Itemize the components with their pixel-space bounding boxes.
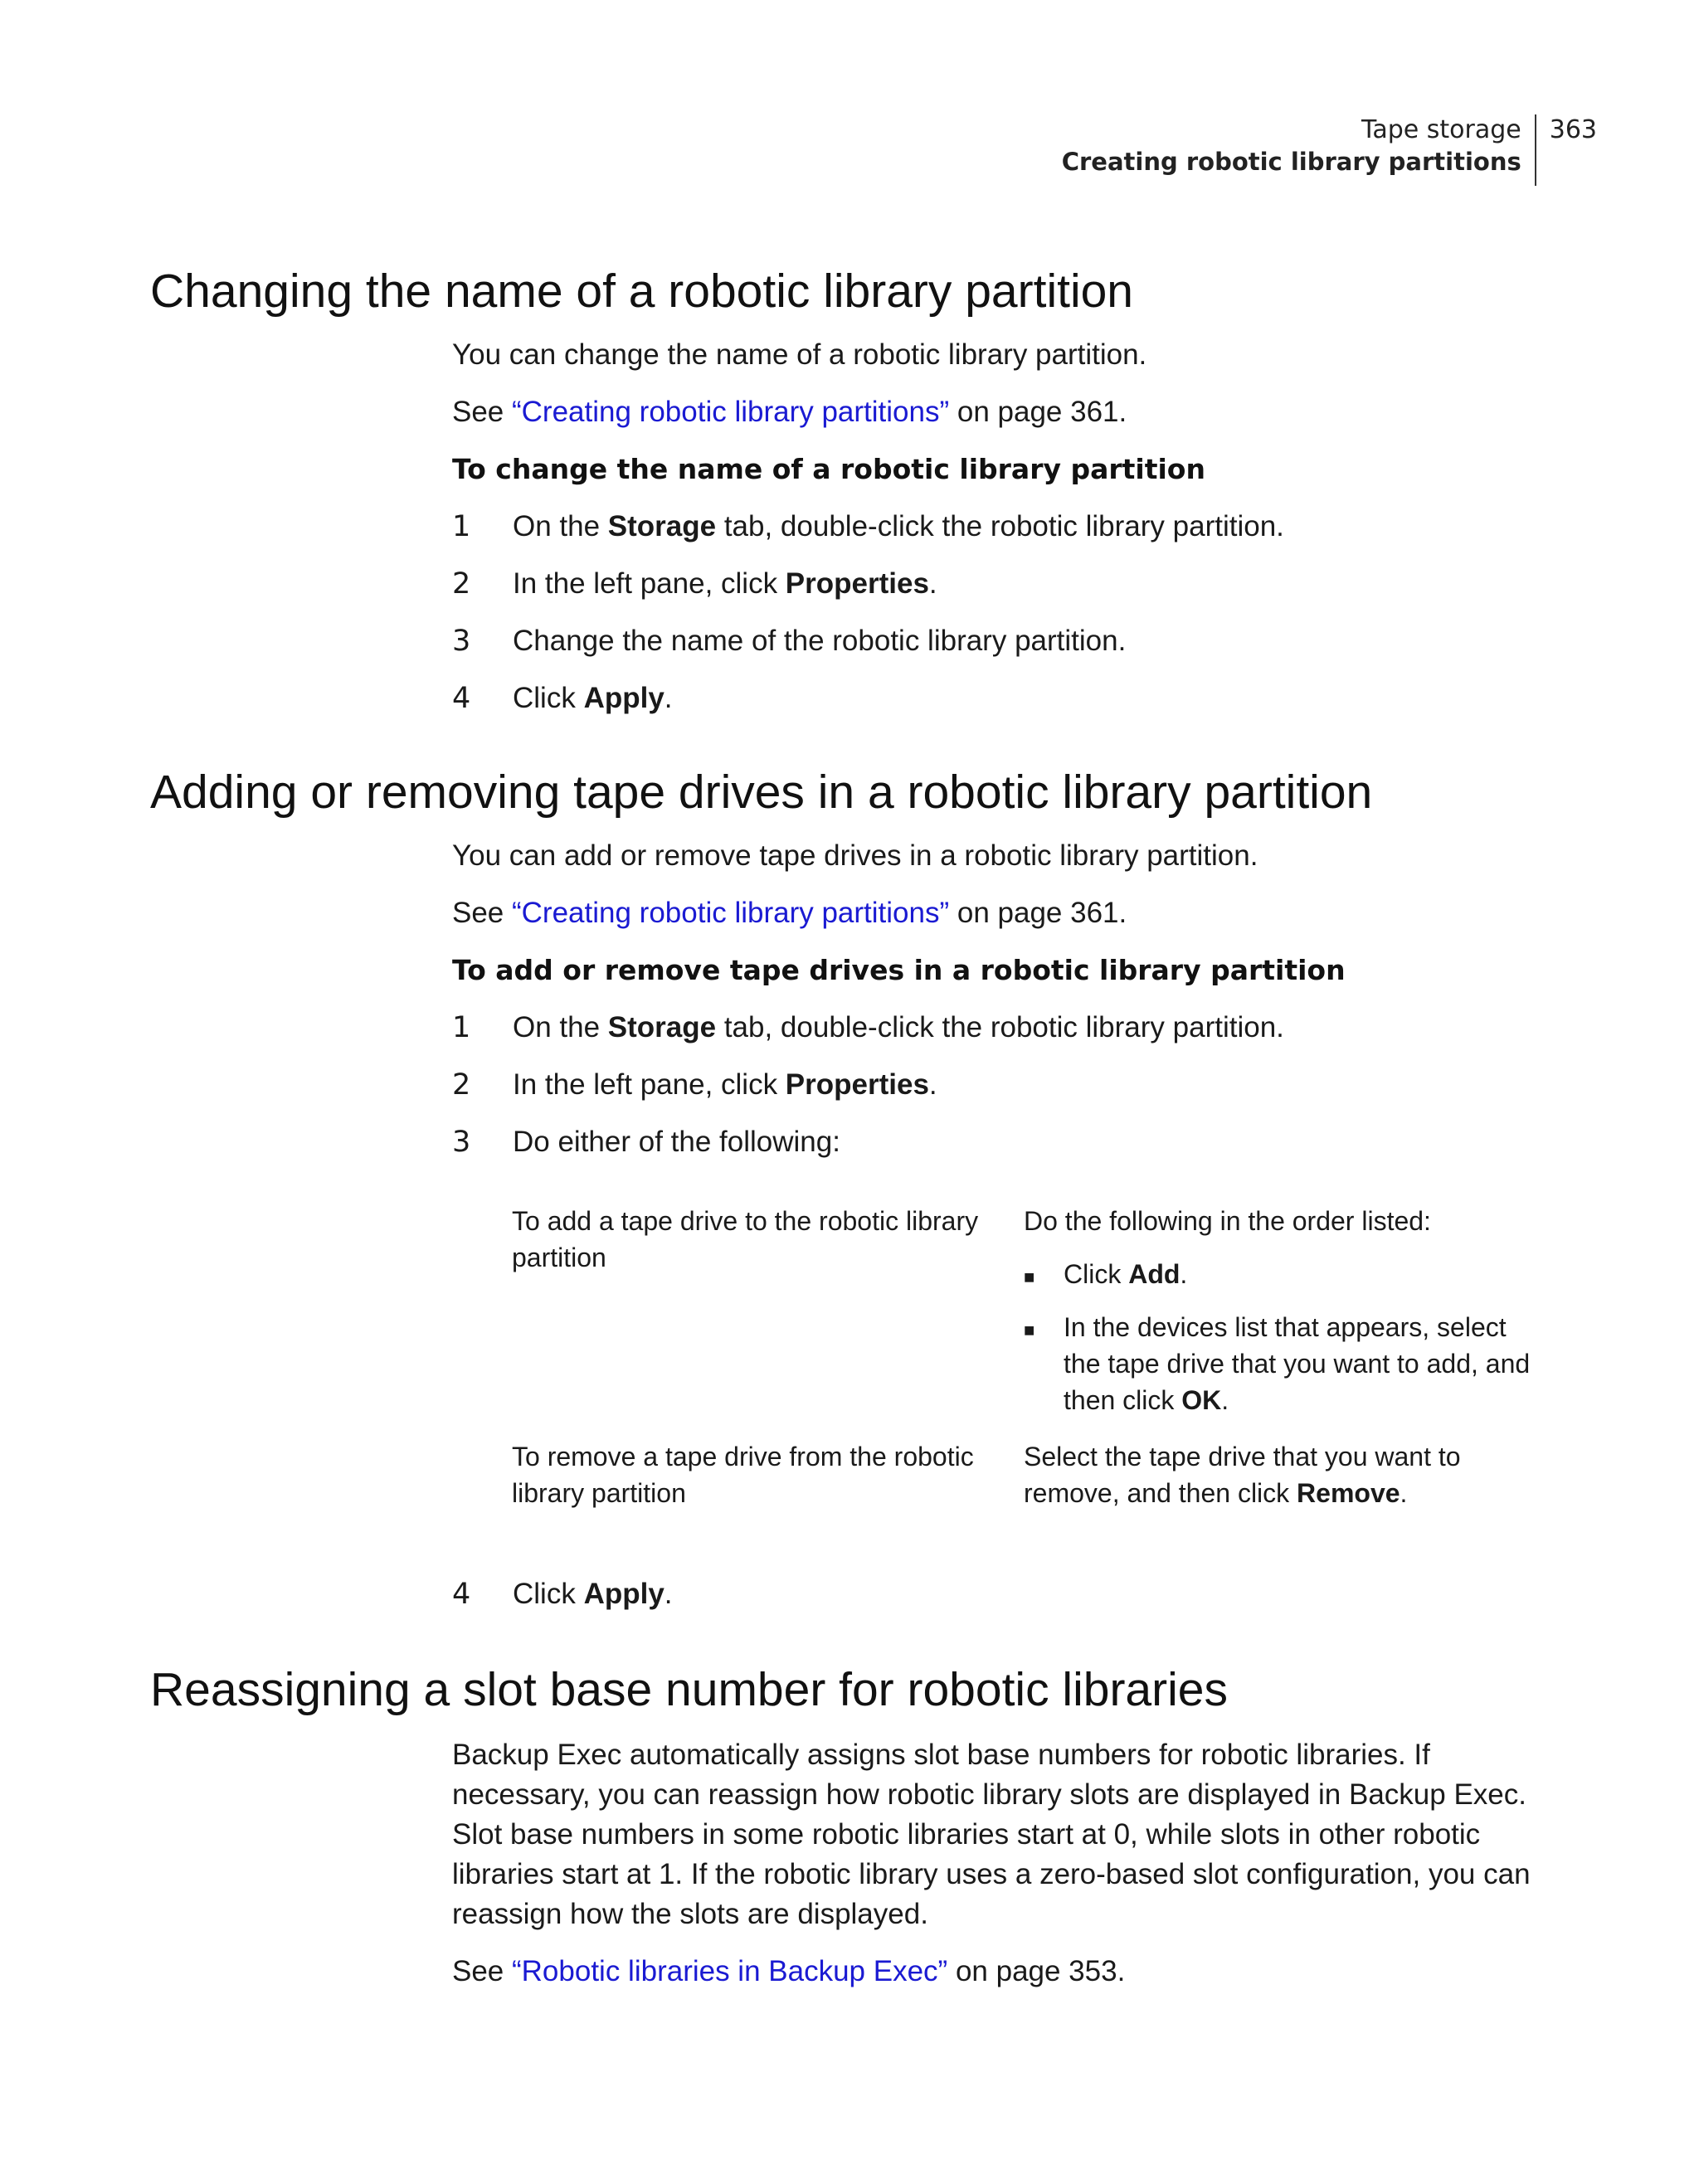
page-number: 363 bbox=[1549, 115, 1597, 144]
option-add-label: To add a tape drive to the robotic library partition bbox=[512, 1206, 979, 1272]
option-add-instructions bbox=[1024, 1203, 1541, 1418]
step-2: 2 In the left pane, click Properties. bbox=[452, 567, 937, 601]
heading-changing-name: Changing the name of a robotic library partition bbox=[150, 265, 1134, 318]
step-4: 4 Click Apply. bbox=[452, 1578, 673, 1611]
section2-step4 bbox=[452, 1574, 1555, 1614]
option-row-remove bbox=[512, 1438, 1541, 1511]
link-creating-partitions[interactable]: “Creating robotic library partitions” bbox=[512, 897, 950, 929]
step-1: 1 On the Storage tab, double-click the robotic library partition. bbox=[452, 1011, 1284, 1044]
section1-procedure-title: To change the name of a robotic library partition bbox=[452, 453, 1205, 485]
option-remove-label: To remove a tape drive from the robotic library partition bbox=[512, 1442, 974, 1508]
section2-steps bbox=[452, 1008, 1555, 1162]
section1-steps bbox=[452, 507, 1555, 718]
section1-intro: You can change the name of a robotic library partition. bbox=[452, 338, 1147, 371]
see-prefix: See bbox=[452, 1955, 512, 1987]
step-2: 2 In the left pane, click Properties. bbox=[452, 1068, 937, 1102]
heading-reassigning-slot: Reassigning a slot base number for robotic libraries bbox=[150, 1663, 1228, 1716]
section3-paragraph: Backup Exec automatically assigns slot base numbers for robotic libraries. If necessary, you can reassign how robotic library slots are displayed in Backup Exec. Slot base numbers in some robotic libraries start at 0, while slots in other robotic libraries start at 1. If the robotic library uses a zero-based slot configuration, you can reassign how the slots are displayed. bbox=[452, 1739, 1531, 1930]
link-creating-partitions[interactable]: “Creating robotic library partitions” bbox=[512, 396, 950, 428]
section3-see-also bbox=[452, 1952, 1560, 1992]
option-add-intro: Do the following in the order listed: bbox=[1024, 1206, 1431, 1236]
section3-body bbox=[452, 1735, 1560, 1992]
option-row-add bbox=[512, 1203, 1541, 1418]
see-suffix: on page 361. bbox=[949, 897, 1127, 929]
section-title: Creating robotic library partitions bbox=[1061, 148, 1521, 176]
step-3: 3 Change the name of the robotic library partition. bbox=[452, 625, 1127, 658]
see-prefix: See bbox=[452, 897, 512, 929]
section2-procedure-title: To add or remove tape drives in a robotic library partition bbox=[452, 954, 1346, 986]
step-3: 3 Do either of the following: bbox=[452, 1126, 840, 1159]
see-suffix: on page 353. bbox=[947, 1955, 1126, 1987]
step-1: 1 On the Storage tab, double-click the robotic library partition. bbox=[452, 510, 1284, 543]
section2-intro: You can add or remove tape drives in a robotic library partition. bbox=[452, 839, 1258, 872]
chapter-title: Tape storage bbox=[1361, 115, 1521, 144]
running-header-text bbox=[1062, 114, 1536, 186]
step-4: 4 Click Apply. bbox=[452, 682, 673, 715]
section1-see-also bbox=[452, 392, 1555, 432]
heading-adding-removing: Adding or removing tape drives in a robotic library partition bbox=[150, 766, 1373, 819]
running-header bbox=[1062, 114, 1597, 186]
bullet-square-icon: ■ bbox=[1024, 1267, 1035, 1287]
bullet-square-icon: ■ bbox=[1024, 1320, 1035, 1340]
bullet-select-drive: ■ In the devices list that appears, select the tape drive that you want to add, and then click OK. bbox=[1024, 1312, 1531, 1415]
section1-body bbox=[452, 335, 1555, 718]
bullet-click-add: ■ Click Add. bbox=[1024, 1256, 1541, 1296]
see-prefix: See bbox=[452, 396, 512, 428]
see-suffix: on page 361. bbox=[949, 396, 1127, 428]
link-robotic-libraries[interactable]: “Robotic libraries in Backup Exec” bbox=[512, 1955, 948, 1987]
section2-body bbox=[452, 836, 1555, 1162]
section2-see-also bbox=[452, 893, 1555, 933]
option-remove-instructions: Select the tape drive that you want to remove, and then click Remove. bbox=[1024, 1442, 1461, 1508]
